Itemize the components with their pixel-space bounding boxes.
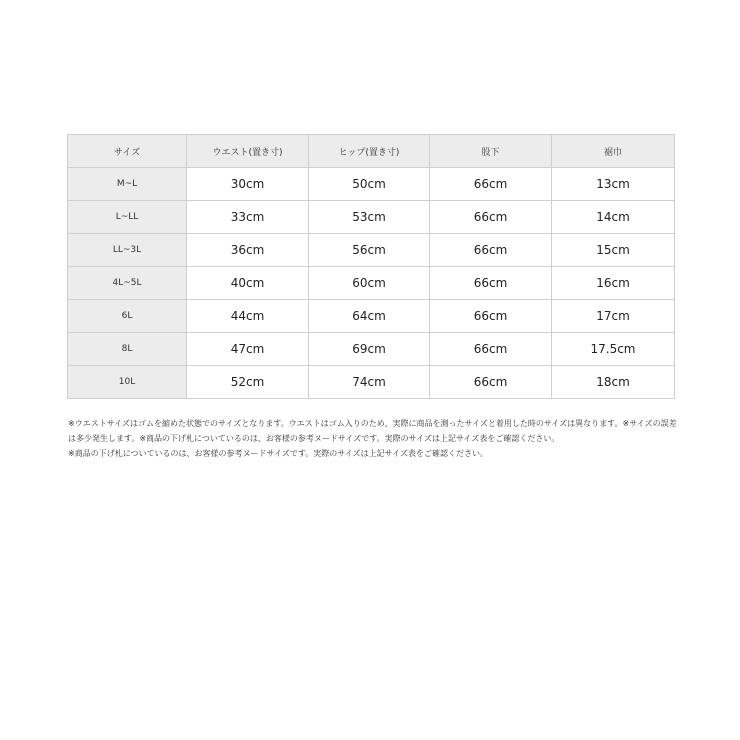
table-row xyxy=(68,168,675,201)
header-size: サイズ xyxy=(68,135,187,168)
header-hem-width: 裾巾 xyxy=(552,135,675,168)
hem-value: 17.5cm xyxy=(552,333,675,366)
size-notes xyxy=(68,416,678,461)
note-waist-and-tag: ※ウエストサイズはゴムを縮めた状態でのサイズとなります。ウエストはゴム入りのため、実際に商品を測ったサイズと着用した時のサイズは異なります。※サイズの誤差は多少発生します。※商品の下げ札についているのは、お客様の参考ヌードサイズです。実際のサイズは上記サイズ表をご確認ください。 xyxy=(68,419,677,443)
table-row xyxy=(68,201,675,234)
hip-value: 69cm xyxy=(309,333,430,366)
inseam-value: 66cm xyxy=(430,234,552,267)
table-header-row xyxy=(68,135,675,168)
hip-value: 50cm xyxy=(309,168,430,201)
inseam-value: 66cm xyxy=(430,333,552,366)
waist-value: 33cm xyxy=(187,201,309,234)
size-label: 10L xyxy=(68,366,187,399)
size-label: 4L~5L xyxy=(68,267,187,300)
inseam-value: 66cm xyxy=(430,267,552,300)
inseam-value: 66cm xyxy=(430,300,552,333)
header-inseam: 股下 xyxy=(430,135,552,168)
inseam-value: 66cm xyxy=(430,366,552,399)
size-label: 8L xyxy=(68,333,187,366)
waist-value: 52cm xyxy=(187,366,309,399)
note-tag-nude-size: ※商品の下げ札についているのは、お客様の参考ヌードサイズです。実際のサイズは上記サイズ表をご確認ください。 xyxy=(68,449,488,458)
header-hip: ヒップ(置き寸) xyxy=(309,135,430,168)
hip-value: 56cm xyxy=(309,234,430,267)
size-chart-table xyxy=(67,134,675,399)
hem-value: 18cm xyxy=(552,366,675,399)
size-label: L~LL xyxy=(68,201,187,234)
table-row xyxy=(68,333,675,366)
hip-value: 53cm xyxy=(309,201,430,234)
inseam-value: 66cm xyxy=(430,201,552,234)
table-row xyxy=(68,267,675,300)
hip-value: 60cm xyxy=(309,267,430,300)
size-label: 6L xyxy=(68,300,187,333)
hip-value: 74cm xyxy=(309,366,430,399)
hem-value: 14cm xyxy=(552,201,675,234)
waist-value: 30cm xyxy=(187,168,309,201)
waist-value: 40cm xyxy=(187,267,309,300)
waist-value: 44cm xyxy=(187,300,309,333)
size-label: LL~3L xyxy=(68,234,187,267)
hem-value: 13cm xyxy=(552,168,675,201)
waist-value: 47cm xyxy=(187,333,309,366)
hem-value: 17cm xyxy=(552,300,675,333)
size-label: M~L xyxy=(68,168,187,201)
waist-value: 36cm xyxy=(187,234,309,267)
table-row xyxy=(68,234,675,267)
inseam-value: 66cm xyxy=(430,168,552,201)
hip-value: 64cm xyxy=(309,300,430,333)
table-row xyxy=(68,366,675,399)
header-waist: ウエスト(置き寸) xyxy=(187,135,309,168)
hem-value: 16cm xyxy=(552,267,675,300)
hem-value: 15cm xyxy=(552,234,675,267)
table-row xyxy=(68,300,675,333)
